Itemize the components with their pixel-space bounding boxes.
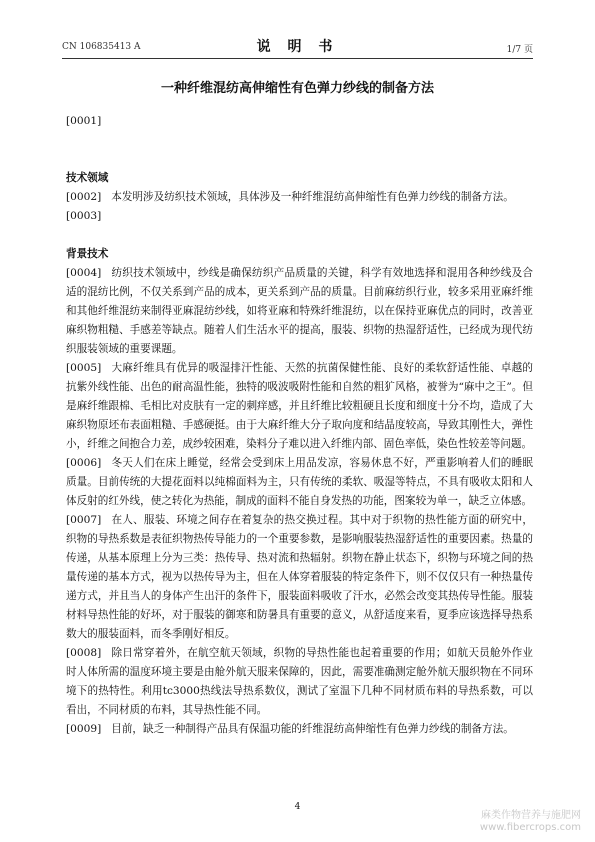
- paragraph-text-0004: 纺织技术领域中，纱线是确保纺织产品质量的关键，科学有效地选择和混用各种纱线及合适的混纺比例，不仅关系到产品的成本，更关系到产品的质量。目前麻纺织行业，较多采用亚麻纤维和其他纤维混纺来制得亚麻混纺纱线，如将亚麻和特殊纤维混纺，以在保持亚麻优点的同时，改善亚麻织物粗糙、手感差等缺点。随着人们生活水平的提高，服装、织物的热湿舒适性，已经成为现代纺织服装领域的重要课题。: [66, 267, 533, 355]
- header-rule: [62, 58, 533, 59]
- paragraph-text-0007: 在人、服装、环境之间存在着复杂的热交换过程。其中对于织物的热性能方面的研究中，织物的导热系数是表征织物热传导能力的一个重要参数，是影响服装热湿舒适性的重要因素。热量的传递，从基本原理上分为三类：热传导、热对流和热辐射。织物在静止状态下，织物与环境之间的热量传递的基本方式，视为以热传导为主，但在人体穿着服装的特定条件下，则不仅仅只有一种热量传递方式，并且当人的身体产生出汗的条件下，服装面料吸收了汗水，必然会改变其热传导性能。服装材料导热性能的好坏，对于服装的御寒和防暑具有重要的意义，从舒适度来看，夏季应该选择导热系数大的服装面料，而冬季刚好相反。: [66, 514, 533, 640]
- page-header: [62, 34, 533, 56]
- paragraph-number-0002: [0002]: [66, 191, 102, 203]
- watermark-site-name: 麻类作物营养与施肥网: [481, 810, 581, 821]
- paragraph-0007: [66, 511, 533, 644]
- paragraph-number-0001: [0001]: [66, 115, 102, 127]
- paragraph-number-0008: [0008]: [66, 647, 102, 659]
- paragraph-number-0007: [0007]: [66, 514, 102, 526]
- paragraph-number-0009: [0009]: [66, 723, 102, 735]
- paragraph-text-0009: 目前，缺乏一种制得产品具有保温功能的纤维混纺高伸缩性有色弹力纱线的制备方法。: [111, 723, 514, 735]
- page-indicator: 1/7 页: [506, 45, 533, 55]
- watermark-url: www.fibercrops.com: [479, 822, 581, 833]
- paragraph-number-0004: [0004]: [66, 267, 102, 279]
- document-type-title: 说 明 书: [256, 39, 339, 55]
- paragraph-text-0002: 本发明涉及纺织技术领域，具体涉及一种纤维混纺高伸缩性有色弹力纱线的制备方法。: [111, 191, 514, 203]
- paragraph-0009: [66, 720, 533, 739]
- paragraph-number-0006: [0006]: [66, 457, 102, 469]
- paragraph-number-0005: [0005]: [66, 362, 102, 374]
- paragraph-0004: [66, 264, 533, 359]
- paragraph-text-0005: 大麻纤维具有优异的吸湿排汗性能、天然的抗菌保健性能、良好的柔软舒适性能、卓越的抗紫外线性能、出色的耐高温性能，独特的吸波吸附性能和自然的粗犷风格，被誉为“麻中之王”。但是麻纤维跟棉、毛相比对皮肤有一定的刺痒感，并且纤维比较粗硬且长度和细度十分不均，造成了大麻织物原坯布表面粗糙、手感硬挺。由于大麻纤维大分子取向度和结晶度较高，导致其刚性大，弹性小，纤维之间抱合力差，成纱较困难，染料分子难以进入纤维内部、固色率低，染色性较差等问题。: [66, 362, 533, 450]
- paragraph-0005: [66, 359, 533, 454]
- paragraph-0006: [66, 454, 533, 511]
- paragraph-text-0008: 除日常穿着外，在航空航天领域，织物的导热性能也起着重要的作用；如航天员舱外作业时人体所需的温度环境主要是由舱外航天服来保障的，因此，需要准确测定舱外航天服织物在不同环境下的热特性。利用tc3000热线法导热系数仪，测试了室温下几种不同材质布料的导热系数，可以看出，不同材质的布料，其导热性能不同。: [66, 647, 533, 716]
- paragraph-0008: [66, 644, 533, 720]
- section-heading-field: 技术领域: [66, 172, 109, 184]
- section-heading-background: 背景技术: [66, 248, 109, 260]
- patent-number: CN 106835413 A: [62, 42, 141, 52]
- paragraph-text-0006: 冬天人们在床上睡觉，经常会受到床上用品发凉，容易休息不好，严重影响着人们的睡眠质量。目前传统的大提花面料以纯棉面料为主，只有传统的柔软、吸湿等特点，不具有吸收太阳和人体反射的红外线，使之转化为热能，制成的面料不能自身发热的功能，图案较为单一，缺乏立体感。: [66, 457, 533, 507]
- site-watermark: [480, 810, 581, 834]
- paragraph-0002: [66, 188, 533, 207]
- page-number: 4: [294, 802, 301, 812]
- invention-title: 一种纤维混纺高伸缩性有色弹力纱线的制备方法: [160, 81, 434, 96]
- paragraph-number-0003: [0003]: [66, 210, 102, 222]
- document-body: [66, 112, 533, 739]
